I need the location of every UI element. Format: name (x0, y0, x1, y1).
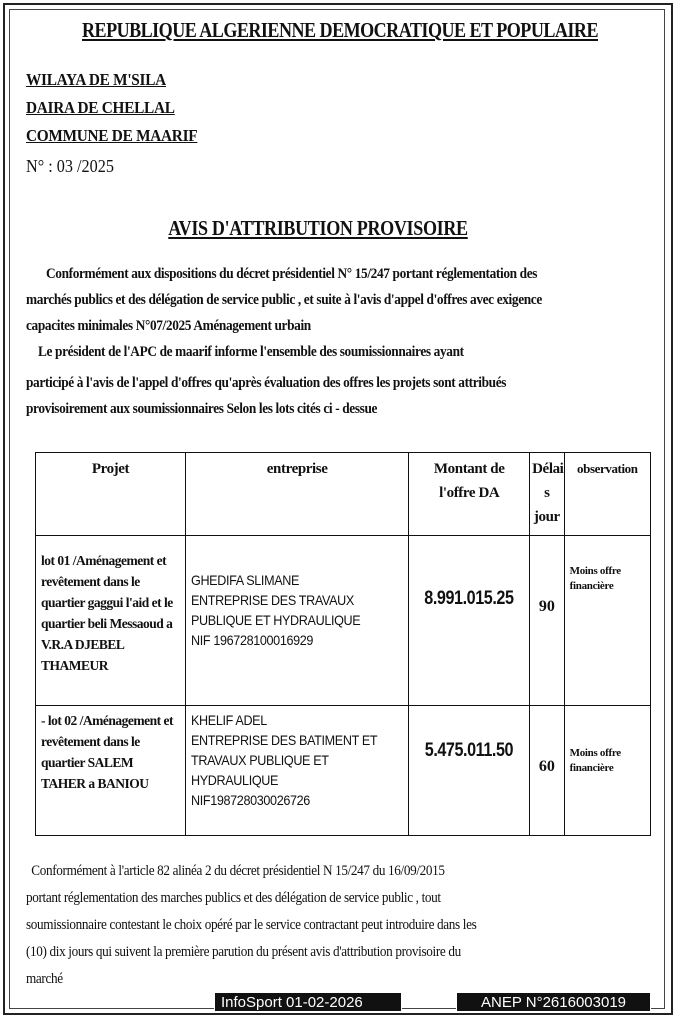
intro-line-2: marchés publics et des délégation de service public , et suite à l'avis d'appel d'offres avec exigence (26, 292, 542, 308)
header-entreprise: entreprise (185, 453, 408, 536)
intro-line-3: capacites minimales N°07/2025 Aménagement urbain (26, 318, 311, 334)
wilaya-label: WILAYA DE M'SILA (26, 70, 166, 89)
footer-line-4: (10) dix jours qui suivent la première parution du présent avis d'attribution provisoire du (26, 944, 461, 960)
header-montant: Montant de l'offre DA (409, 453, 530, 536)
cell-montant (409, 536, 530, 706)
intro-line-1: Conformément aux dispositions du décret présidentiel N° 15/247 portant réglementation des (46, 266, 538, 282)
cell-delai (530, 536, 565, 706)
footer-line-2: portant réglementation des marches publics et des délégation de service public , tout (26, 890, 441, 906)
cell-entreprise (185, 706, 408, 836)
table-header-row (36, 453, 651, 536)
cell-entreprise (185, 536, 408, 706)
entreprise-text: KHELIF ADEL ENTREPRISE DES BATIMENT ET TRAVAUX PUBLIQUE ET HYDRAULIQUE NIF198728030026726 (190, 712, 378, 808)
entreprise-text: GHEDIFA SLIMANE ENTREPRISE DES TRAVAUX PUBLIQUE ET HYDRAULIQUE NIF 196728100016929 (190, 572, 361, 648)
projet-text: lot 01 /Aménagement et revêtement dans le quartier gaggui l'aid et le quartier beli Messaoud a V.R.A DJEBEL THAMEUR (41, 553, 173, 673)
footer-text (26, 858, 554, 993)
montant-value: 8.991.015.25 (424, 588, 514, 609)
anep-tag: ANEP N°2616003019 (456, 992, 651, 1012)
footer-line-1: Conformément à l'article 82 alinéa 2 du décret présidentiel N 15/247 du 16/09/2015 (31, 863, 445, 879)
delai-value: 90 (538, 598, 555, 615)
cell-projet (36, 706, 186, 836)
header-delai: Délai s jour (530, 453, 565, 536)
projet-text: - lot 02 /Aménagement et revêtement dans le quartier SALEM TAHER a BANIOU (41, 713, 173, 791)
table-row (36, 706, 651, 836)
notice-number: N° : 03 /2025 (26, 156, 114, 176)
header-observation: observation (564, 453, 650, 536)
observation-text: Moins offre financière (569, 747, 621, 774)
infosport-tag: InfoSport 01-02-2026 (214, 992, 402, 1012)
table-row (36, 536, 651, 706)
observation-text: Moins offre financière (569, 565, 621, 592)
montant-value: 5.475.011.50 (425, 740, 514, 761)
intro-line-5: participé à l'avis de l'appel d'offres qu'après évaluation des offres les projets sont attribués (26, 375, 507, 391)
cell-observation (564, 706, 650, 836)
cell-montant (409, 706, 530, 836)
notice-title: AVIS D'ATTRIBUTION PROVISOIRE (168, 216, 468, 240)
commune-label: COMMUNE DE MAARIF (26, 126, 198, 145)
republic-heading: REPUBLIQUE ALGERIENNE DEMOCRATIQUE ET POPULAIRE (82, 18, 598, 42)
header-projet: Projet (36, 453, 186, 536)
intro-line-4: Le président de l'APC de maarif informe l'ensemble des soumissionnaires ayant (38, 344, 464, 360)
daira-label: DAIRA DE CHELLAL (26, 98, 175, 117)
footer-line-3: soumissionnaire contestant le choix opéré par le service contractant peut introduire dans les (26, 917, 477, 933)
cell-observation (564, 536, 650, 706)
cell-delai (530, 706, 565, 836)
footer-line-5: marché (26, 971, 63, 987)
cell-projet (36, 536, 186, 706)
delai-value: 60 (538, 758, 555, 775)
attribution-table (35, 452, 651, 836)
intro-line-6: provisoirement aux soumissionnaires Selon les lots cités ci - dessue (26, 401, 378, 417)
